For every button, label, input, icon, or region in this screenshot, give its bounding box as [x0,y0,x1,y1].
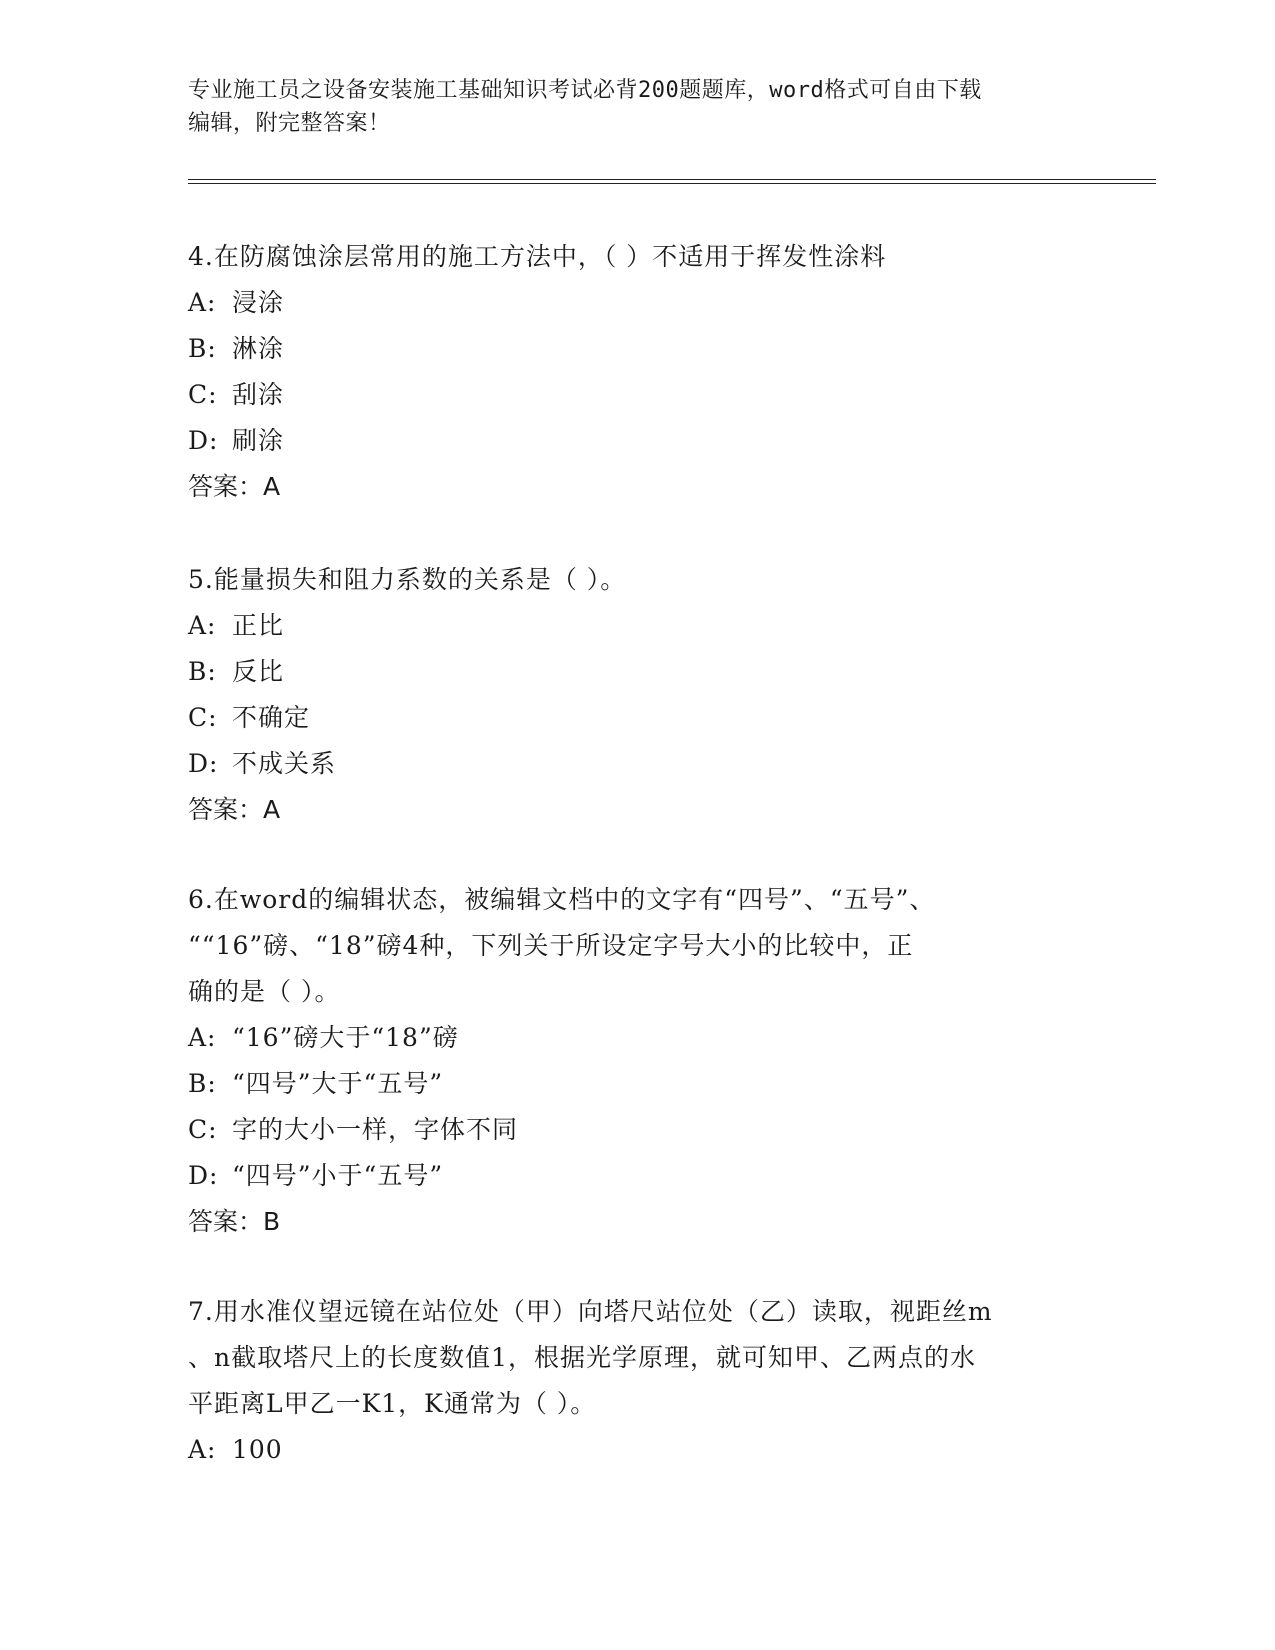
option-text: 淋涂 [232,334,285,363]
option-text: 正比 [232,611,285,640]
option-letter: B: [188,334,217,363]
option-text: 刮涂 [232,380,285,409]
header-divider-top [188,179,1156,180]
question-stem-line: ““16”磅、“18”磅4种，下列关于所设定字号大小的比较中，正 [188,931,914,960]
option-text: 不确定 [232,703,311,732]
option-c [188,1107,1088,1153]
question-4 [188,234,1088,510]
option-a [188,1427,1088,1473]
document-header [188,74,1088,140]
question-stem-line: 5.能量损失和阻力系数的关系是（ ）。 [188,565,627,594]
option-a [188,280,1088,326]
question-stem-line: 确的是（ ）。 [188,977,341,1006]
option-letter: A: [188,288,217,317]
question-stem-line: 、n截取塔尺上的长度数值1，根据光学原理，就可知甲、乙两点的水 [188,1343,977,1372]
option-letter: B: [188,1069,217,1098]
option-text: 反比 [232,657,285,686]
answer-line: 答案：A [188,795,281,824]
option-d [188,741,1088,787]
option-text: 浸涂 [232,288,285,317]
option-text: “16”磅大于“18”磅 [232,1023,459,1052]
header-line-2: 编辑，附完整答案！ [188,111,391,136]
question-6 [188,877,1088,1245]
question-7 [188,1289,1088,1473]
option-text: “四号”大于“五号” [232,1069,444,1098]
question-stem-line: 6.在word的编辑状态，被编辑文档中的文字有“四号”、“五号”、 [188,885,936,914]
option-letter: C: [188,1115,218,1144]
question-5 [188,557,1088,833]
option-letter: D: [188,426,219,455]
option-text: 不成关系 [232,749,337,778]
question-stem-line: 4.在防腐蚀涂层常用的施工方法中，（ ）不适用于挥发性涂料 [188,242,887,271]
option-b [188,1061,1088,1107]
option-b [188,649,1088,695]
option-letter: C: [188,380,218,409]
option-b [188,326,1088,372]
option-text: 100 [232,1435,283,1464]
option-d [188,1153,1088,1199]
answer-line: 答案：A [188,472,281,501]
option-text: 字的大小一样，字体不同 [232,1115,519,1144]
option-letter: C: [188,703,218,732]
option-a [188,603,1088,649]
option-letter: D: [188,749,219,778]
option-letter: A: [188,1023,217,1052]
option-a [188,1015,1088,1061]
option-c [188,372,1088,418]
question-stem-line: 平距离L甲乙一K1，K通常为（ ）。 [188,1389,597,1418]
option-d [188,418,1088,464]
header-line-1: 专业施工员之设备安装施工基础知识考试必背200题题库，word格式可自由下载 [188,78,982,103]
option-text: “四号”小于“五号” [232,1161,444,1190]
option-letter: A: [188,1435,217,1464]
option-text: 刷涂 [232,426,285,455]
option-letter: D: [188,1161,219,1190]
option-c [188,695,1088,741]
header-divider-bottom [188,183,1156,184]
answer-line: 答案：B [188,1207,281,1236]
option-letter: B: [188,657,217,686]
question-stem-line: 7.用水准仪望远镜在站位处（甲）向塔尺站位处（乙）读取，视距丝m [188,1297,993,1326]
option-letter: A: [188,611,217,640]
